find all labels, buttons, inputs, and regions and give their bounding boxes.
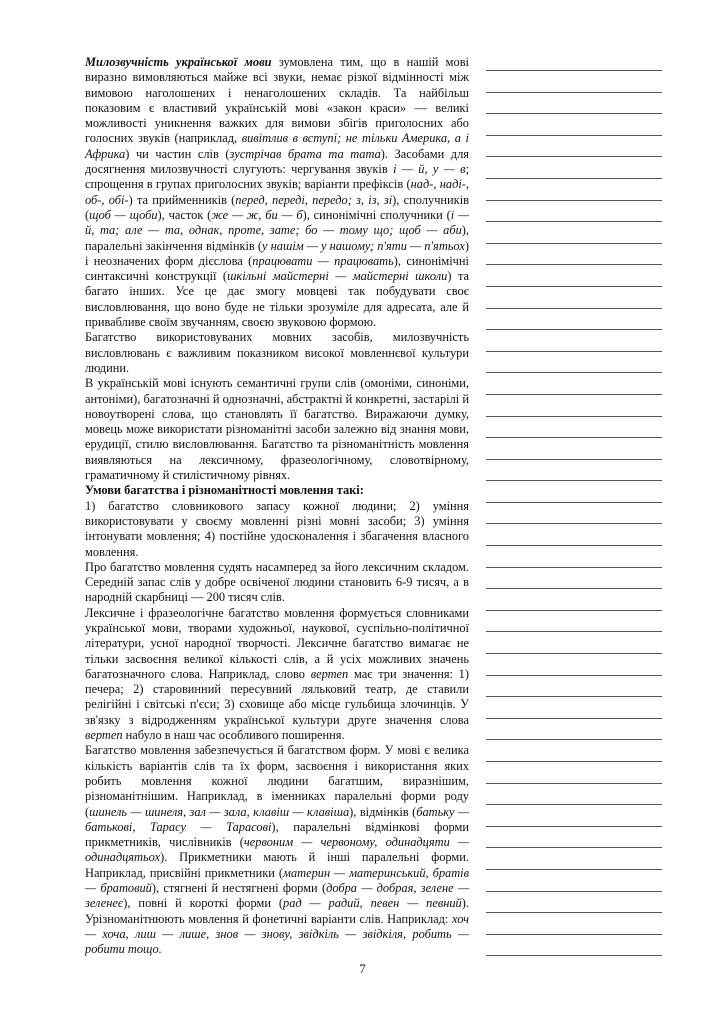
note-line (486, 437, 662, 438)
note-line (486, 308, 662, 309)
note-line (486, 588, 662, 589)
text-run: шкільні майстерні — майстерні школи (227, 269, 448, 284)
text-run: у нашім — у нашому; п'яти — п'ятьох (262, 238, 465, 253)
text-run: має три значення: 1) печера; 2) старовинний пересувний ляльковий театр, де ставили релігійні і світські п'єси; 3) сховище або місце гульбища злочинців. У зв'язку з відродженням української культури друге значення слова (85, 666, 469, 727)
text-run: і — й, та; але — та, однак, проте, зате; бо — тому що; щоб — аби (85, 207, 469, 238)
text-run: ). Урізноманітнюють мовлення й фонетичні варіанти слів. Наприклад: (85, 896, 469, 926)
note-line (486, 178, 662, 179)
note-line (486, 545, 662, 546)
text-run: ), відмінків ( (349, 804, 417, 819)
text-run: ). Прикметники мають й інші паралельні форми. Наприклад, присвійні прикметники ( (85, 850, 469, 880)
text-run: працювати — працювать (252, 253, 394, 268)
text-run: Лексичне і фразеологічне багатство мовлення формується словниками української мови, творами художньої, наукової, суспільно-політичної літератури, усної народної творчості. Лексичне багатство вимагає не тільки засвоєння великої кількості слів, а й усіх можливих значень багатозначного слова. Наприклад, слово (85, 605, 469, 681)
text-run: ), повні й короткі форми ( (123, 896, 283, 911)
text-run: ) та багато інших. Усе це дає змогу мовцеві так побудувати своє висловлювання, що воно буде не тільки зрозуміле для адресата, але й привабливе своїм звучанням, своєю звуковою формою. (85, 269, 470, 330)
note-line (486, 502, 662, 503)
note-line (486, 394, 662, 395)
note-line (486, 653, 662, 654)
note-line (486, 135, 662, 136)
text-run: материн — материнський, братів — братовий (85, 865, 469, 896)
note-line (486, 739, 662, 740)
note-line (486, 372, 662, 373)
text-run: ), часток ( (157, 207, 212, 222)
note-line (486, 243, 662, 244)
text-run: набуло в наш час особливого поширення. (122, 728, 345, 743)
note-line (486, 718, 662, 719)
note-line (486, 416, 662, 417)
text-run: ), синонімічні синтаксичні конструкції ( (85, 253, 469, 284)
note-line (486, 783, 662, 784)
note-line (486, 264, 662, 265)
note-line (486, 804, 662, 805)
note-line (486, 329, 662, 330)
note-line (486, 113, 662, 114)
page-number: 7 (359, 962, 366, 976)
text-run: ), паралельні відмінкові форми прикметників, числівників ( (85, 819, 469, 850)
paragraph (85, 483, 469, 498)
text-run: ), паралельні закінчення відмінків ( (85, 223, 469, 253)
text-run: ), синонімічні сполучники ( (302, 207, 451, 222)
text-run: Багатство мовлення забезпечується й багатством форм. У мові є велика кількість варіантів слів та їх форм, засвоєння і використання яких робить мовлення кожної людини багатшим, виразнішим, різноманітнішим. Наприклад, в іменниках паралельні форми роду ( (85, 743, 469, 819)
text-run: перед, переді, передо; з, із, зі (235, 192, 393, 207)
note-line (486, 92, 662, 93)
text-run: хоч — хоча, лиш — лише, знов — знову, звідкіль — звідкіля, робить — робити тощо. (85, 911, 469, 957)
paragraph (85, 743, 469, 957)
note-line (486, 847, 662, 848)
note-line (486, 286, 662, 287)
text-run: ) і неозначених форм дієслова ( (85, 238, 469, 268)
text-run: щоб — щоби (89, 207, 158, 222)
note-line (486, 480, 662, 481)
text-run: 1) багатство словникового запасу кожної людини; 2) уміння використовувати у своєму мовленні різні мовні засоби; 3) уміння інтонувати мовлення; 4) постійне удосконалення і збагачення власного мовлення. (85, 498, 469, 559)
note-line (486, 696, 662, 697)
note-line (486, 459, 662, 460)
paragraph (85, 499, 469, 560)
note-line (486, 912, 662, 913)
text-run: батьку — батькові, Тарасу — Тарасові (85, 804, 469, 834)
text-run: рад — радий, певен — певний (283, 896, 462, 911)
note-line (486, 631, 662, 632)
text-run: Багатство використовуваних мовних засобів, милозвучність висловлювань є важливим показником високої мовленнєвої культури людини. (85, 330, 469, 375)
text-run: червоним — червоному, одинадцяти — одинадцятьох (85, 835, 470, 865)
text-run: вертеп (85, 728, 123, 743)
note-line (486, 955, 662, 956)
text-run: і — й, у — в (393, 162, 466, 177)
text-run: ), стягнені й нестягнені форми ( (151, 881, 327, 896)
text-run: В українській мові існують семантичні групи слів (омоніми, синоніми, антоніми), багатозначні й однозначні, абстрактні й конкретні, застарілі й новоутворені слова, що становлять її багатство. Виражаючи думку, мовець може використати різноманітні засоби залежно від знання мови, ерудиції, стилю висловлювання. Багатство та різноманітність мовлення виявляються на лексичному, фразеологічному, словотвірному, граматичному й стилістичному рівнях. (85, 376, 469, 483)
body-text (85, 55, 469, 958)
text-run: Умови багатства і різноманітності мовлення такі: (85, 483, 364, 498)
text-run: ; спрощення в групах приголосних звуків; варіанти префіксів ( (85, 162, 470, 192)
text-run: зустрічав брата та тата (229, 146, 381, 161)
note-line (486, 610, 662, 611)
note-line (486, 869, 662, 870)
text-run: зумовлена тим, що в нашій мові виразно вимовляються майже всі звуки, немає різкої відмінності між вимовою наголошених і ненаголошених складів. Та найбільш показовим є властивий українській мові «закон краси» — великі можливості уникнення важких для вимови збігів приголосних або голосних звуків (наприклад, (85, 55, 470, 146)
paragraph (85, 55, 469, 330)
text-run: ). Засобами для досягнення милозвучності слугують: чергування звуків (85, 146, 469, 177)
note-line (486, 934, 662, 935)
note-line (486, 567, 662, 568)
text-run: ) та прийменників ( (128, 192, 236, 207)
text-run: шинель — шинеля, зал — зала, клавіш — клавіша (89, 804, 350, 819)
note-line (486, 156, 662, 157)
note-line (486, 221, 662, 222)
text-run: ), сполучників ( (85, 192, 469, 222)
text-run: ) чи частин слів ( (125, 146, 230, 161)
note-line (486, 761, 662, 762)
text-run: вивітлив в вступі; не тільки Америка, а і Африка (85, 131, 469, 161)
paragraph (85, 376, 469, 483)
text-run: над-, наді-, об-, обі- (85, 177, 469, 207)
text-run: вертеп (310, 666, 349, 681)
text-run: же — ж, би — б (211, 207, 303, 222)
note-line (486, 70, 662, 71)
text-run: Про багатство мовлення судять насамперед за його лексичним складом. Середній запас слів у добре освіченої людини становить 6-9 тисяч, а в народній скарбниці — 200 тисяч слів. (85, 559, 469, 605)
note-line (486, 826, 662, 827)
paragraph (85, 606, 469, 744)
note-line (486, 351, 662, 352)
paragraph (85, 330, 469, 376)
note-line (486, 200, 662, 201)
text-run: добра — добрая, зелене — зеленеє (85, 881, 469, 911)
note-lines (486, 70, 662, 977)
text-run: Милозвучність української мови (85, 55, 272, 69)
note-line (486, 675, 662, 676)
note-line (486, 891, 662, 892)
paragraph (85, 560, 469, 606)
note-line (486, 523, 662, 524)
